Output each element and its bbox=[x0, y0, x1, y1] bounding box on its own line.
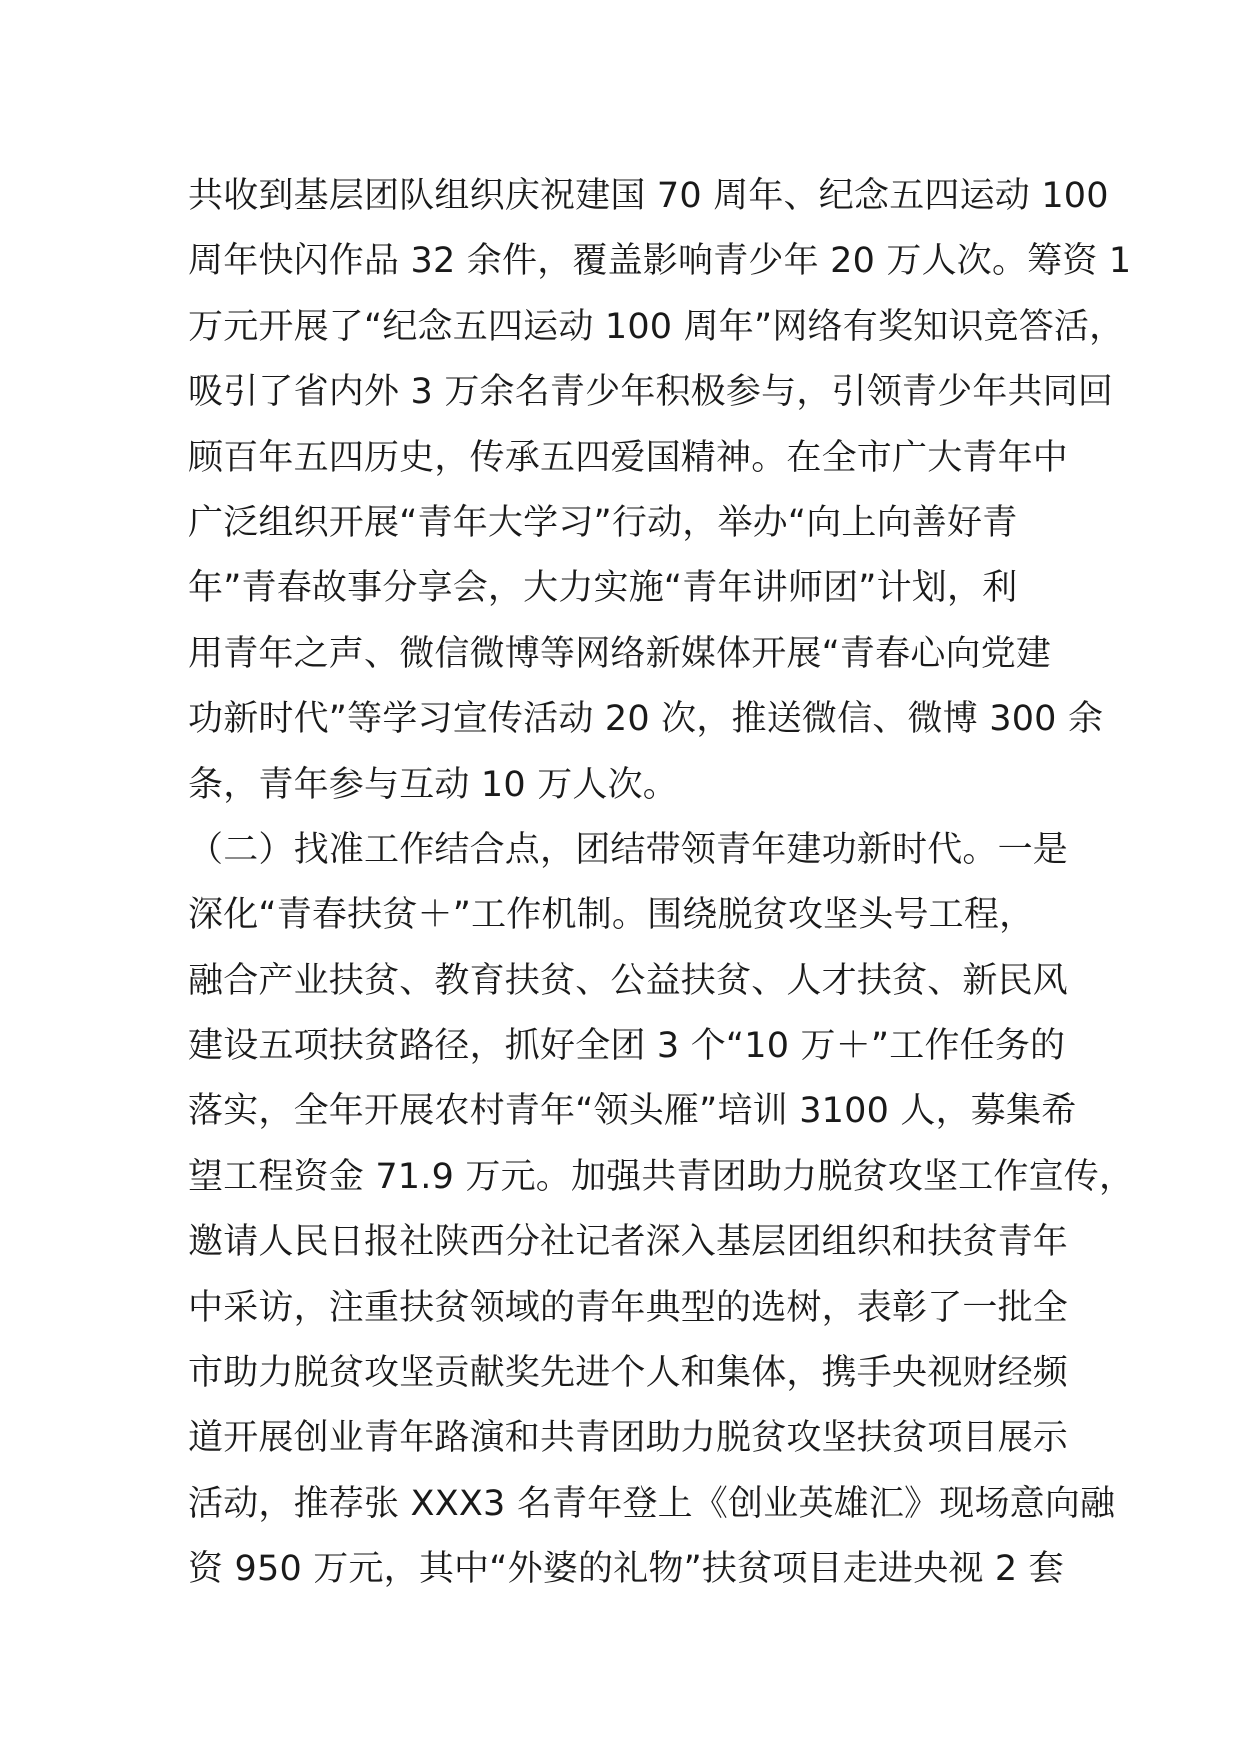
text-line: 万元开展了“纪念五四运动 100 周年”网络有奖知识竞答活， bbox=[188, 306, 1125, 347]
text-line: 建设五项扶贫路径，抓好全团 3 个“10 万＋”工作任务的 bbox=[188, 1026, 1066, 1067]
text-line: 年”青春故事分享会，大力实施“青年讲师团”计划，利 bbox=[188, 568, 1018, 609]
text-line: 落实，全年开展农村青年“领头雁”培训 3100 人，募集希 bbox=[188, 1091, 1077, 1132]
text-line: 邀请人民日报社陕西分社记者深入基层团组织和扶贫青年 bbox=[188, 1222, 1069, 1263]
text-line: 广泛组织开展“青年大学习”行动，举办“向上向善好青 bbox=[188, 502, 1018, 543]
text-line: 用青年之声、微信微博等网络新媒体开展“青春心向党建 bbox=[188, 633, 1052, 674]
text-line: 市助力脱贫攻坚贡献奖先进个人和集体，携手央视财经频 bbox=[188, 1353, 1069, 1394]
text-line: 深化“青春扶贫＋”工作机制。围绕脱贫攻坚头号工程， bbox=[188, 895, 1035, 936]
text-line: 道开展创业青年路演和共青团助力脱贫攻坚扶贫项目展示 bbox=[188, 1418, 1069, 1459]
text-line: 融合产业扶贫、教育扶贫、公益扶贫、人才扶贫、新民风 bbox=[188, 960, 1069, 1001]
text-line: 顾百年五四历史，传承五四爱国精神。在全市广大青年中 bbox=[188, 437, 1069, 478]
text-line: 活动，推荐张 XXX3 名青年登上《创业英雄汇》现场意向融 bbox=[188, 1483, 1116, 1524]
section-heading-line: （二）找准工作结合点，团结带领青年建功新时代。一是 bbox=[188, 829, 1069, 870]
text-line: 资 950 万元，其中“外婆的礼物”扶贫项目走进央视 2 套 bbox=[188, 1549, 1064, 1590]
text-line: 周年快闪作品 32 余件，覆盖影响青少年 20 万人次。筹资 1 bbox=[188, 241, 1132, 282]
text-line: 吸引了省内外 3 万余名青少年积极参与，引领青少年共同回 bbox=[188, 372, 1114, 413]
text-line: 中采访，注重扶贫领域的青年典型的选树，表彰了一批全 bbox=[188, 1287, 1069, 1328]
text-line: 望工程资金 71.9 万元。加强共青团助力脱贫攻坚工作宣传， bbox=[188, 1156, 1135, 1197]
text-line: 共收到基层团队组织庆祝建国 70 周年、纪念五四运动 100 bbox=[188, 176, 1109, 216]
text-line: 条，青年参与互动 10 万人次。 bbox=[188, 764, 678, 805]
body-text bbox=[188, 164, 1135, 1603]
text-line: 功新时代”等学习宣传活动 20 次，推送微信、微博 300 余 bbox=[188, 699, 1104, 740]
